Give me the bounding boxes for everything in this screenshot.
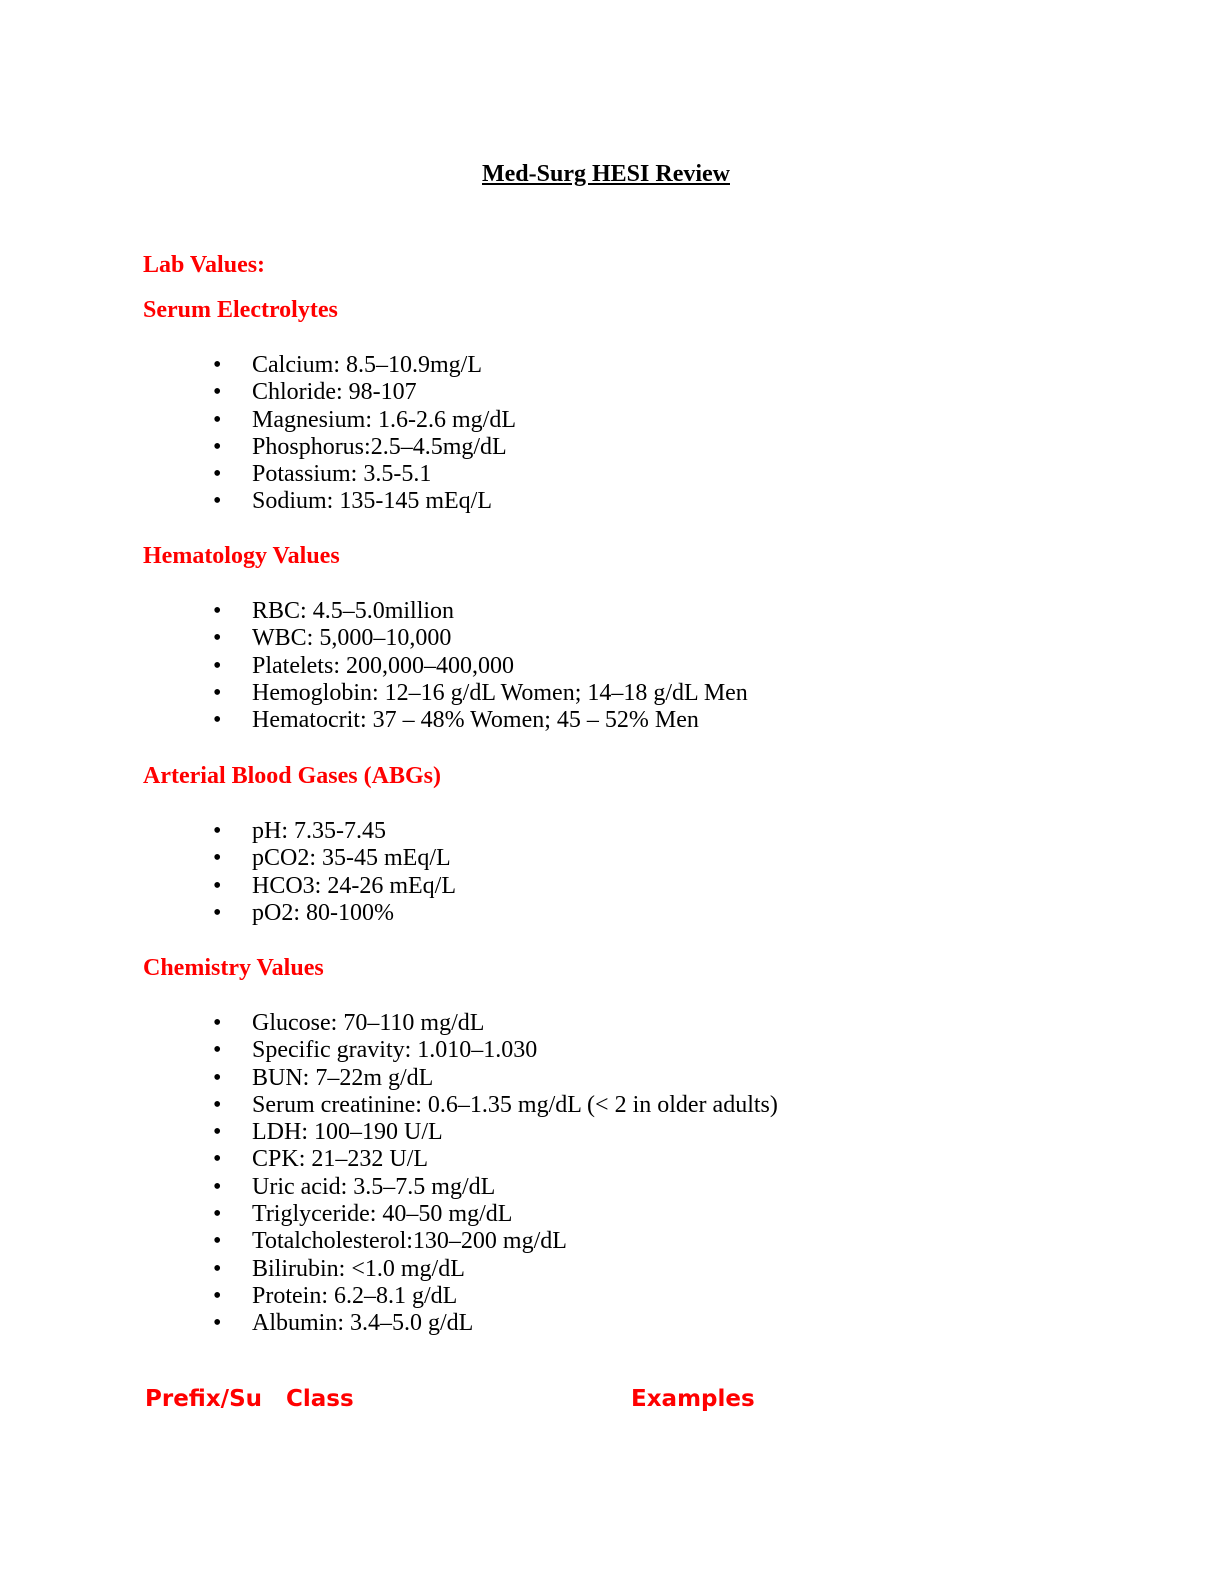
- list-item: [0, 1146, 778, 1173]
- list-item-text: Uric acid: 3.5–7.5 mg/dL: [252, 1173, 496, 1200]
- bullet-icon: •: [213, 461, 222, 488]
- list-item: [0, 461, 516, 488]
- table-header-prefix: Prefix/Su: [145, 1386, 263, 1412]
- bullet-icon: •: [213, 1119, 222, 1146]
- list-item-text: Magnesium: 1.6-2.6 mg/dL: [252, 406, 516, 433]
- bullet-icon: •: [213, 598, 222, 624]
- list-item-text: Phosphorus:2.5–4.5mg/dL: [252, 433, 507, 460]
- list-item: [0, 379, 516, 406]
- bullet-icon: •: [213, 433, 222, 460]
- bullet-icon: •: [213, 899, 222, 926]
- chemistry-list: [0, 1010, 778, 1338]
- bullet-icon: •: [213, 818, 222, 844]
- list-item-text: Chloride: 98-107: [252, 379, 417, 406]
- list-item: [0, 873, 456, 900]
- list-item-text: Totalcholesterol:130–200 mg/dL: [252, 1228, 567, 1255]
- bullet-icon: •: [213, 1037, 222, 1064]
- list-item: [0, 1037, 778, 1064]
- list-item: [0, 653, 748, 680]
- bullet-icon: •: [213, 406, 222, 433]
- hematology-list: [0, 598, 748, 734]
- bullet-icon: •: [213, 1064, 222, 1091]
- list-item: [0, 434, 516, 461]
- list-item: [0, 1010, 778, 1037]
- bullet-icon: •: [213, 872, 222, 899]
- table-header-class: Class: [286, 1386, 354, 1412]
- list-item: [0, 707, 748, 734]
- list-item-text: BUN: 7–22m g/dL: [252, 1064, 434, 1091]
- list-item: [0, 1201, 778, 1228]
- list-item: [0, 1065, 778, 1092]
- hematology-heading: Hematology Values: [143, 543, 340, 569]
- list-item-text: Potassium: 3.5-5.1: [252, 461, 432, 488]
- serum-electrolytes-heading: Serum Electrolytes: [143, 297, 338, 323]
- list-item-text: LDH: 100–190 U/L: [252, 1119, 443, 1146]
- list-item-text: pCO2: 35-45 mEq/L: [252, 845, 451, 872]
- list-item: [0, 845, 456, 872]
- chemistry-heading: Chemistry Values: [143, 955, 324, 981]
- list-item: [0, 598, 748, 625]
- list-item-text: Protein: 6.2–8.1 g/dL: [252, 1282, 458, 1309]
- list-item-text: Bilirubin: <1.0 mg/dL: [252, 1255, 465, 1282]
- list-item-text: RBC: 4.5–5.0million: [252, 598, 455, 624]
- list-item: [0, 625, 748, 652]
- bullet-icon: •: [213, 652, 222, 679]
- list-item: [0, 1256, 778, 1283]
- lab-values-heading: Lab Values:: [143, 252, 266, 278]
- bullet-icon: •: [213, 1173, 222, 1200]
- list-item-text: HCO3: 24-26 mEq/L: [252, 872, 456, 899]
- abg-list: [0, 818, 456, 927]
- list-item-text: Calcium: 8.5–10.9mg/L: [252, 352, 482, 378]
- bullet-icon: •: [213, 1228, 222, 1255]
- bullet-icon: •: [213, 1010, 222, 1036]
- list-item-text: Serum creatinine: 0.6–1.35 mg/dL (< 2 in older adults): [252, 1091, 778, 1118]
- abg-heading: Arterial Blood Gases (ABGs): [143, 763, 441, 789]
- bullet-icon: •: [213, 679, 222, 706]
- list-item-text: Triglyceride: 40–50 mg/dL: [252, 1201, 513, 1228]
- list-item: [0, 1310, 778, 1337]
- list-item: [0, 488, 516, 515]
- bullet-icon: •: [213, 379, 222, 406]
- list-item: [0, 407, 516, 434]
- bullet-icon: •: [213, 352, 222, 378]
- list-item: [0, 900, 456, 927]
- list-item-text: Specific gravity: 1.010–1.030: [252, 1037, 538, 1064]
- list-item: [0, 1174, 778, 1201]
- list-item: [0, 352, 516, 379]
- list-item-text: pO2: 80-100%: [252, 899, 394, 926]
- bullet-icon: •: [213, 845, 222, 872]
- list-item-text: Hematocrit: 37 – 48% Women; 45 – 52% Men: [252, 707, 699, 734]
- list-item: [0, 1092, 778, 1119]
- list-item-text: Glucose: 70–110 mg/dL: [252, 1010, 485, 1036]
- bullet-icon: •: [213, 707, 222, 734]
- bullet-icon: •: [213, 488, 222, 515]
- list-item: [0, 1228, 778, 1255]
- list-item-text: Albumin: 3.4–5.0 g/dL: [252, 1310, 474, 1337]
- list-item: [0, 1119, 778, 1146]
- list-item: [0, 680, 748, 707]
- table-header-examples: Examples: [631, 1386, 755, 1412]
- list-item-text: Hemoglobin: 12–16 g/dL Women; 14–18 g/dL Men: [252, 679, 748, 706]
- serum-electrolytes-list: [0, 352, 516, 516]
- list-item-text: Sodium: 135-145 mEq/L: [252, 488, 492, 515]
- list-item-text: Platelets: 200,000–400,000: [252, 652, 514, 679]
- list-item-text: CPK: 21–232 U/L: [252, 1146, 429, 1173]
- bullet-icon: •: [213, 1255, 222, 1282]
- document-title: Med-Surg HESI Review: [482, 161, 730, 187]
- list-item: [0, 818, 456, 845]
- bullet-icon: •: [213, 1146, 222, 1173]
- bullet-icon: •: [213, 625, 222, 652]
- bullet-icon: •: [213, 1310, 222, 1337]
- bullet-icon: •: [213, 1201, 222, 1228]
- bullet-icon: •: [213, 1091, 222, 1118]
- list-item-text: WBC: 5,000–10,000: [252, 625, 452, 652]
- list-item: [0, 1283, 778, 1310]
- bullet-icon: •: [213, 1282, 222, 1309]
- list-item-text: pH: 7.35-7.45: [252, 818, 386, 844]
